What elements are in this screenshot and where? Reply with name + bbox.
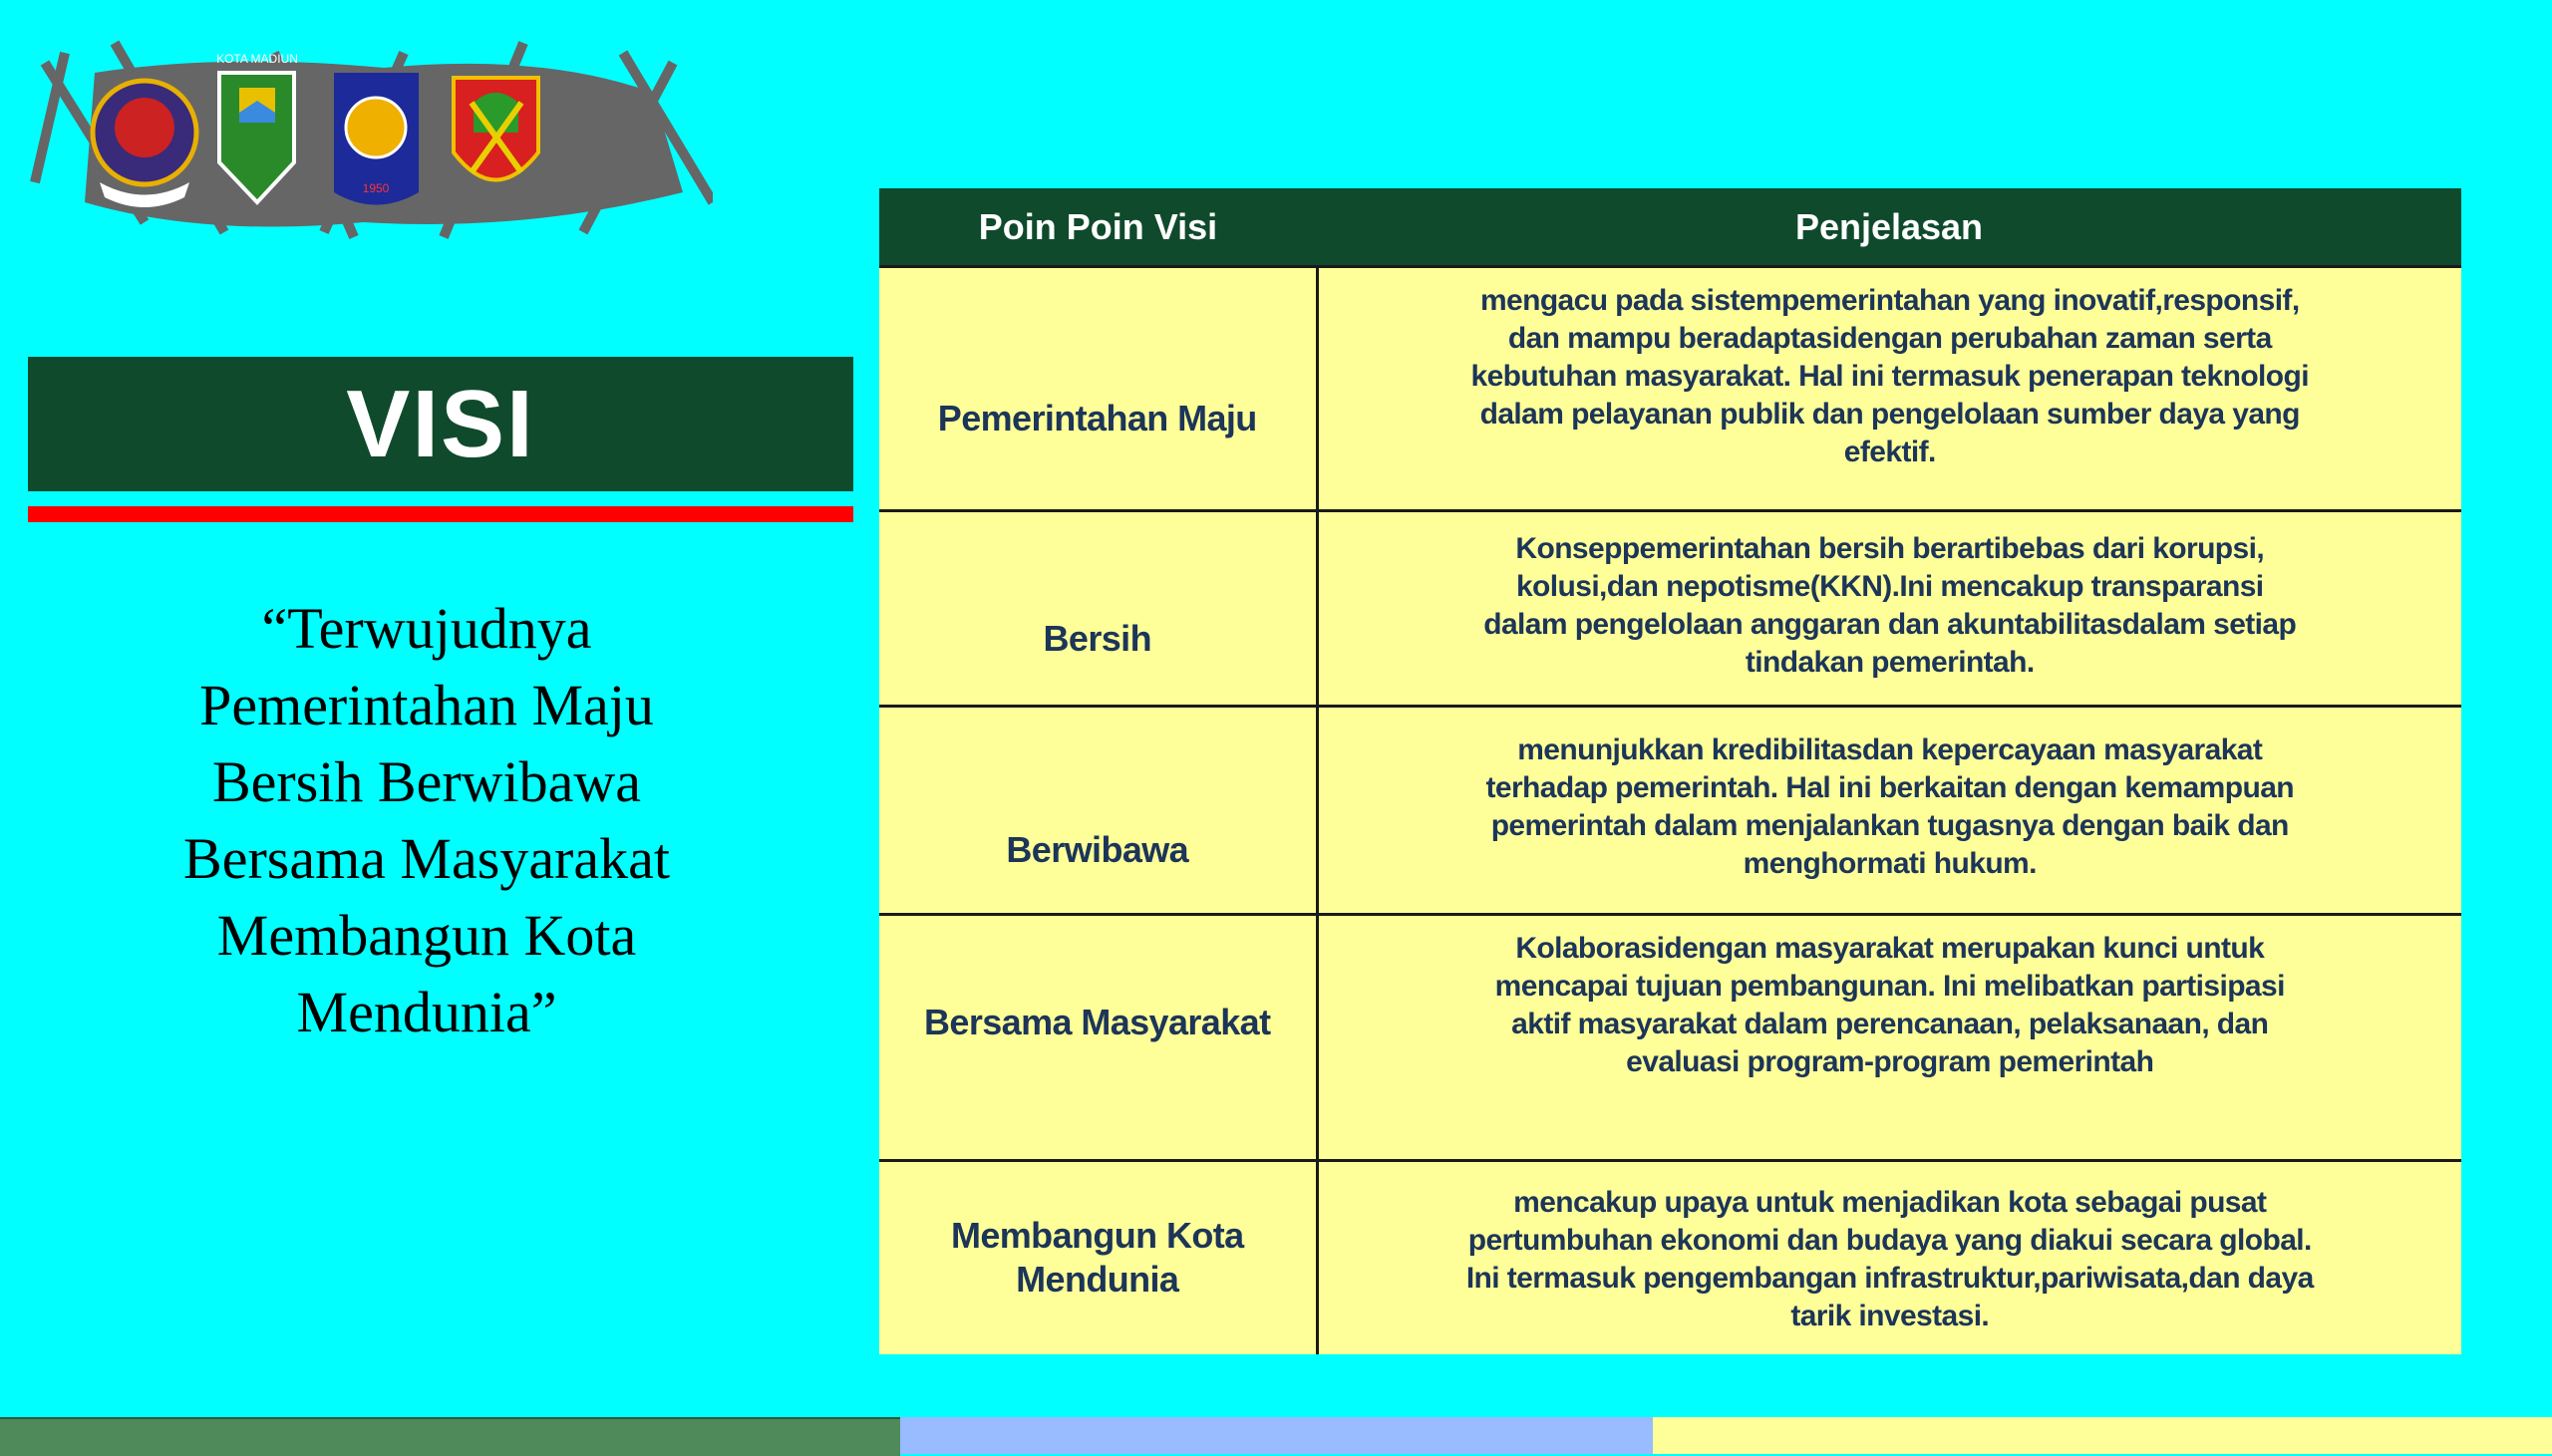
red-divider <box>28 506 853 522</box>
quote-line: Membangun Kota <box>216 903 637 968</box>
point-cell <box>879 915 1317 1161</box>
description-line: terhadap pemerintah. Hal ini berkaitan dengan kemampuan <box>1485 771 2295 804</box>
quote-line: Mendunia” <box>296 980 557 1044</box>
table-row <box>879 1161 2461 1354</box>
description-line: mengacu pada sistempemerintahan yang inovatif,responsif, <box>1479 284 2300 317</box>
quote-line: Bersama Masyarakat <box>183 826 670 891</box>
point-label: Bersih <box>1043 617 1151 659</box>
description-line: menghormati hukum. <box>1743 847 2037 880</box>
svg-text:KOTA MADIUN: KOTA MADIUN <box>216 52 298 66</box>
description-cell <box>1317 267 2461 511</box>
point-label: Berwibawa <box>1006 829 1189 870</box>
description-cell <box>1317 511 2461 707</box>
description-line: tarik investasi. <box>1790 1300 1990 1332</box>
table-row <box>879 267 2461 511</box>
description-line: aktif masyarakat dalam perencanaan, pelaksanaan, dan <box>1511 1008 2269 1040</box>
satpol-pp-emblem <box>334 73 419 205</box>
description-line: menunjukkan kredibilitasdan kepercayaan masyarakat <box>1517 733 2263 766</box>
point-label: Bersama Masyarakat <box>924 1002 1271 1042</box>
description-line: mencakup upaya untuk menjadikan kota sebagai pusat <box>1513 1186 2267 1219</box>
table-row <box>879 511 2461 707</box>
point-label: Mendunia <box>1016 1259 1179 1301</box>
description-line: evaluasi program-program pemerintah <box>1626 1045 2154 1078</box>
point-cell <box>879 707 1317 915</box>
description-line: dalam pelayanan publik dan pengelolaan sumber daya yang <box>1479 398 2300 431</box>
description-line: pertumbuhan ekonomi dan budaya yang diakui secara global. <box>1467 1224 2312 1257</box>
footer-bar-blue <box>900 1417 1653 1454</box>
vision-table <box>879 188 2461 1354</box>
svg-text:1950: 1950 <box>362 181 390 195</box>
description-cell <box>1317 707 2461 915</box>
quote-line: “Terwujudnya <box>261 596 592 661</box>
linmas-emblem <box>454 78 538 180</box>
header-points: Poin Poin Visi <box>879 188 1317 267</box>
vision-quote <box>110 590 744 1050</box>
description-line: pemerintah dalam menjalankan tugasnya dengan baik dan <box>1490 809 2289 842</box>
description-line: mencapai tujuan pembangunan. Ini melibatkan partisipasi <box>1494 970 2285 1003</box>
point-label: Pemerintahan Maju <box>937 398 1257 438</box>
footer-bar-yellow <box>1653 1417 2552 1454</box>
footer-bar-green <box>0 1417 900 1456</box>
government-emblems-logo <box>25 33 713 244</box>
point-cell <box>879 267 1317 511</box>
description-line: kebutuhan masyarakat. Hal ini termasuk penerapan teknologi <box>1470 360 2309 393</box>
table-row <box>879 707 2461 915</box>
quote-line: Bersih Berwibawa <box>211 749 642 814</box>
point-cell <box>879 511 1317 707</box>
description-cell <box>1317 915 2461 1161</box>
point-cell <box>879 1161 1317 1354</box>
point-label: Membangun Kota <box>950 1215 1244 1257</box>
visi-title-box <box>28 357 853 491</box>
page-title: VISI <box>346 370 535 477</box>
description-line: tindakan pemerintah. <box>1745 646 2035 679</box>
description-line: Kolaborasidengan masyarakat merupakan kunci untuk <box>1515 932 2265 965</box>
description-line: dalam pengelolaan anggaran dan akuntabilitasdalam setiap <box>1483 608 2297 641</box>
description-line: Ini termasuk pengembangan infrastruktur,pariwisata,dan daya <box>1465 1262 2314 1295</box>
description-line: kolusi,dan nepotisme(KKN).Ini mencakup transparansi <box>1515 570 2264 603</box>
header-explanation: Penjelasan <box>1317 188 2461 267</box>
table-header-row <box>879 188 2461 267</box>
description-line: efektif. <box>1843 436 1936 468</box>
description-line: dan mampu beradaptasidengan perubahan zaman serta <box>1507 322 2272 355</box>
table-row <box>879 915 2461 1161</box>
description-cell <box>1317 1161 2461 1354</box>
quote-line: Pemerintahan Maju <box>199 673 654 737</box>
description-line: Konseppemerintahan bersih berartibebas dari korupsi, <box>1515 532 2265 565</box>
